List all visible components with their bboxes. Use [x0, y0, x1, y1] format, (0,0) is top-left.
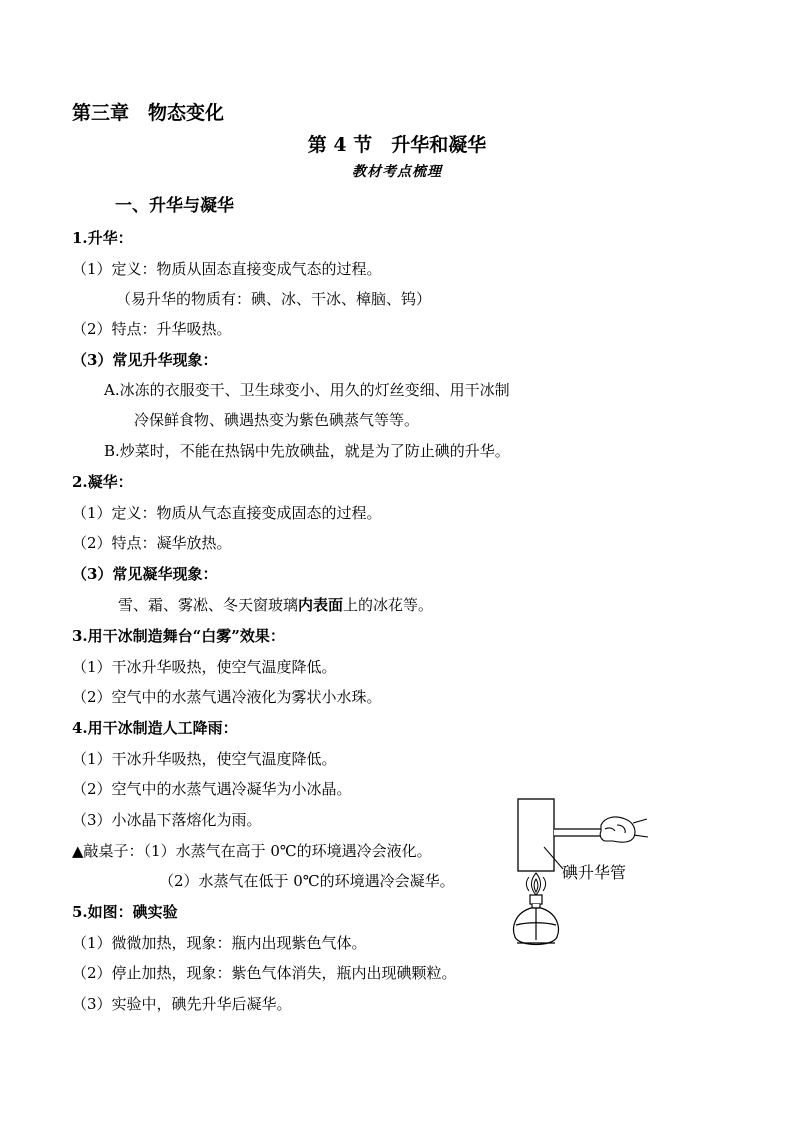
s1-examples: （易升华的物质有：碘、冰、干冰、樟脑、钨） [116, 290, 432, 308]
s4-item-3: （3）小冰晶下落熔化为雨。 [72, 811, 262, 829]
figure-label: 碘升华管 [562, 863, 627, 882]
knock-line-2: （2）水蒸气在低于 0℃的环境遇冷会凝华。 [159, 872, 455, 890]
main-heading: 一、升华与凝华 [115, 196, 234, 216]
s5-item-2: （2）停止加热，现象：紫色气体消失，瓶内出现碘颗粒。 [72, 964, 457, 982]
chapter-title: 第三章 物态变化 [72, 102, 225, 124]
s1-feature: （2）特点：升华吸热。 [72, 320, 232, 338]
holder-rod-icon [554, 829, 603, 836]
s2-examples [118, 595, 433, 615]
s2-examples-emphasis: 内表面 [298, 596, 344, 614]
s2-phenomena-title: （3）常见凝华现象： [72, 565, 218, 583]
s3-title: 3.用干冰制造舞台“白雾”效果： [72, 627, 285, 645]
s4-item-2: （2）空气中的水蒸气遇冷凝华为小冰晶。 [72, 780, 352, 798]
s5-item-1: （1）微微加热，现象：瓶内出现紫色气体。 [72, 934, 367, 952]
alcohol-lamp-icon [514, 895, 559, 945]
iodine-experiment-figure [505, 795, 655, 955]
section-title: 第 4 节 升华和凝华 [307, 134, 487, 156]
s2-definition: （1）定义：物质从气态直接变成固态的过程。 [72, 504, 382, 522]
s4-item-1: （1）干冰升华吸热，使空气温度降低。 [72, 750, 337, 768]
s1-phenomena-a1: A.冰冻的衣服变干、卫生球变小、用久的灯丝变细、用干冰制 [104, 381, 510, 399]
s1-phenomena-title: （3）常见升华现象： [72, 351, 218, 369]
s1-definition: （1）定义：物质从固态直接变成气态的过程。 [72, 260, 382, 278]
s1-phenomena-b: B.炒菜时，不能在热锅中先放碘盐，就是为了防止碘的升华。 [104, 442, 510, 460]
knock-line-1: ▲敲桌子：（1）水蒸气在高于 0℃的环境遇冷会液化。 [72, 842, 432, 860]
s3-item-1: （1）干冰升华吸热，使空气温度降低。 [72, 658, 337, 676]
sublimation-tube-icon [518, 799, 554, 871]
s1-phenomena-a2: 冷保鲜食物、碘遇热变为紫色碘蒸气等等。 [134, 411, 420, 429]
flame-icon [526, 873, 545, 895]
s2-title: 2.凝华： [72, 473, 133, 491]
hand-icon [600, 817, 648, 842]
s2-examples-pre: 雪、霜、雾凇、冬天窗玻璃 [118, 596, 299, 614]
s3-item-2: （2）空气中的水蒸气遇冷液化为雾状小水珠。 [72, 688, 382, 706]
s1-title: 1.升华： [72, 229, 133, 247]
s4-title: 4.用干冰制造人工降雨： [72, 719, 238, 737]
s2-examples-post: 上的冰花等。 [343, 596, 434, 614]
s5-title: 5.如图：碘实验 [72, 903, 178, 921]
s5-item-3: （3）实验中，碘先升华后凝华。 [72, 995, 292, 1013]
subtitle: 教材考点梳理 [352, 164, 442, 180]
s2-feature: （2）特点：凝华放热。 [72, 534, 232, 552]
